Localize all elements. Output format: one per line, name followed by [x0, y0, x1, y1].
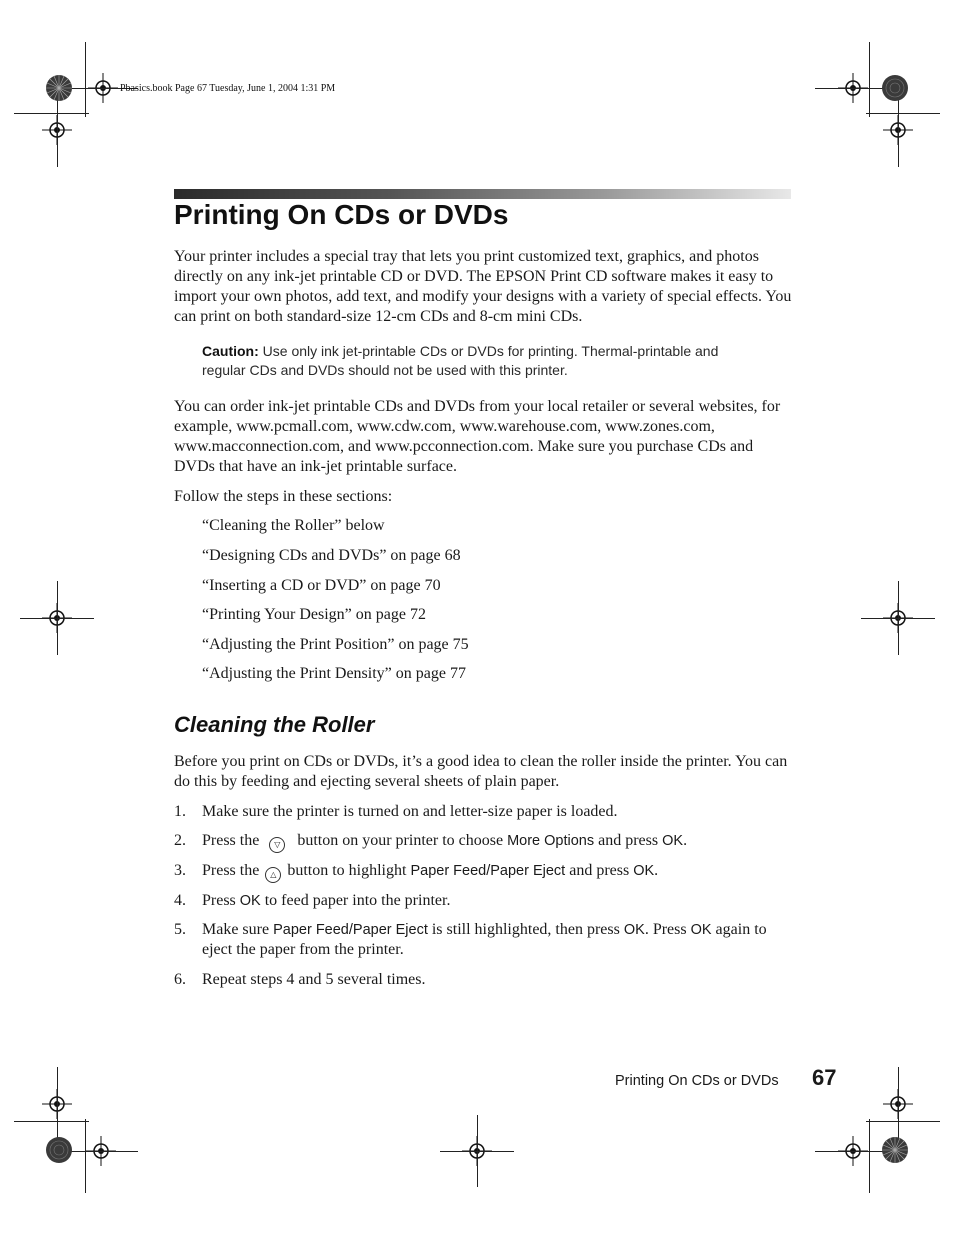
- up-arrow-button-icon: △: [265, 867, 281, 883]
- reference-item: “Adjusting the Print Density” on page 77: [202, 665, 466, 682]
- page-number: 67: [812, 1065, 837, 1090]
- step-text: Repeat steps 4 and 5 several times.: [202, 971, 426, 988]
- caution-text: Use only ink jet-printable CDs or DVDs for printing. Thermal-printable and regular CDs and DVDs should not be used with this printer.: [202, 343, 719, 378]
- step-number: 3.: [174, 862, 186, 879]
- title-rule: [174, 189, 791, 199]
- section-heading: Cleaning the Roller: [174, 712, 375, 737]
- caution-label: Caution:: [202, 343, 259, 359]
- registration-line: [64, 1151, 138, 1152]
- order-paragraph: You can order ink-jet printable CDs and DVDs from your local retailer or several websites, for example, www.pcmall.com, www.cdw.com, www.warehouse.com, www.zones.com, www.macconnection.com, and www.pcconnection.com. Make sure you purchase CDs and DVDs that have an ink-jet printable surface.: [174, 398, 781, 475]
- registration-line: [57, 1067, 58, 1141]
- registration-line: [898, 581, 899, 655]
- step-text: Press the △ button to highlight Paper Feed/Paper Eject and press OK.: [202, 861, 797, 883]
- registration-line: [898, 1067, 899, 1141]
- step-text: Press the ▽ button on your printer to choose More Options and press OK.: [202, 831, 797, 853]
- registration-line: [57, 93, 58, 167]
- down-arrow-button-icon: ▽: [269, 837, 285, 853]
- intro-paragraph: Your printer includes a special tray that lets you print customized text, graphics, and photos directly on any ink-jet printable CD or DVD. The EPSON Print CD software makes it easy to import your own photos, add text, and modify your designs with a variety of special effects. You can print on both standard-size 12-cm CDs and 8-cm mini CDs.: [174, 248, 792, 325]
- step-number: 1.: [174, 803, 186, 820]
- step-number: 2.: [174, 832, 186, 849]
- registration-line: [57, 581, 58, 655]
- step-number: 6.: [174, 971, 186, 988]
- registration-line: [898, 93, 899, 167]
- reference-item: “Adjusting the Print Position” on page 75: [202, 636, 469, 653]
- reference-item: “Cleaning the Roller” below: [202, 517, 385, 534]
- step-number: 5.: [174, 921, 186, 938]
- footer-section-title: Printing On CDs or DVDs: [615, 1073, 779, 1089]
- reference-item: “Inserting a CD or DVD” on page 70: [202, 577, 441, 594]
- step-text: Make sure Paper Feed/Paper Eject is still highlighted, then press OK. Press OK again to eject the paper from the printer.: [202, 921, 767, 958]
- reference-item: “Designing CDs and DVDs” on page 68: [202, 547, 461, 564]
- registration-line: [815, 88, 889, 89]
- page-title: Printing On CDs or DVDs: [174, 199, 509, 230]
- caution-note: [202, 342, 762, 380]
- starburst-target-icon: [881, 74, 909, 102]
- step-text: Press OK to feed paper into the printer.: [202, 892, 451, 909]
- registration-line: [477, 1115, 478, 1187]
- book-slug: Pbasics.book Page 67 Tuesday, June 1, 2004 1:31 PM: [120, 83, 336, 94]
- registration-line: [815, 1151, 889, 1152]
- starburst-target-icon: [45, 1136, 73, 1164]
- step-number: 4.: [174, 892, 186, 909]
- follow-text: Follow the steps in these sections:: [174, 488, 393, 505]
- starburst-target-icon: [881, 1136, 909, 1164]
- step-text: Make sure the printer is turned on and letter-size paper is loaded.: [202, 803, 618, 820]
- roller-paragraph: Before you print on CDs or DVDs, it’s a good idea to clean the roller inside the printer. You can do this by feeding and ejecting several sheets of plain paper.: [174, 753, 788, 790]
- reference-item: “Printing Your Design” on page 72: [202, 606, 426, 623]
- starburst-target-icon: [45, 74, 73, 102]
